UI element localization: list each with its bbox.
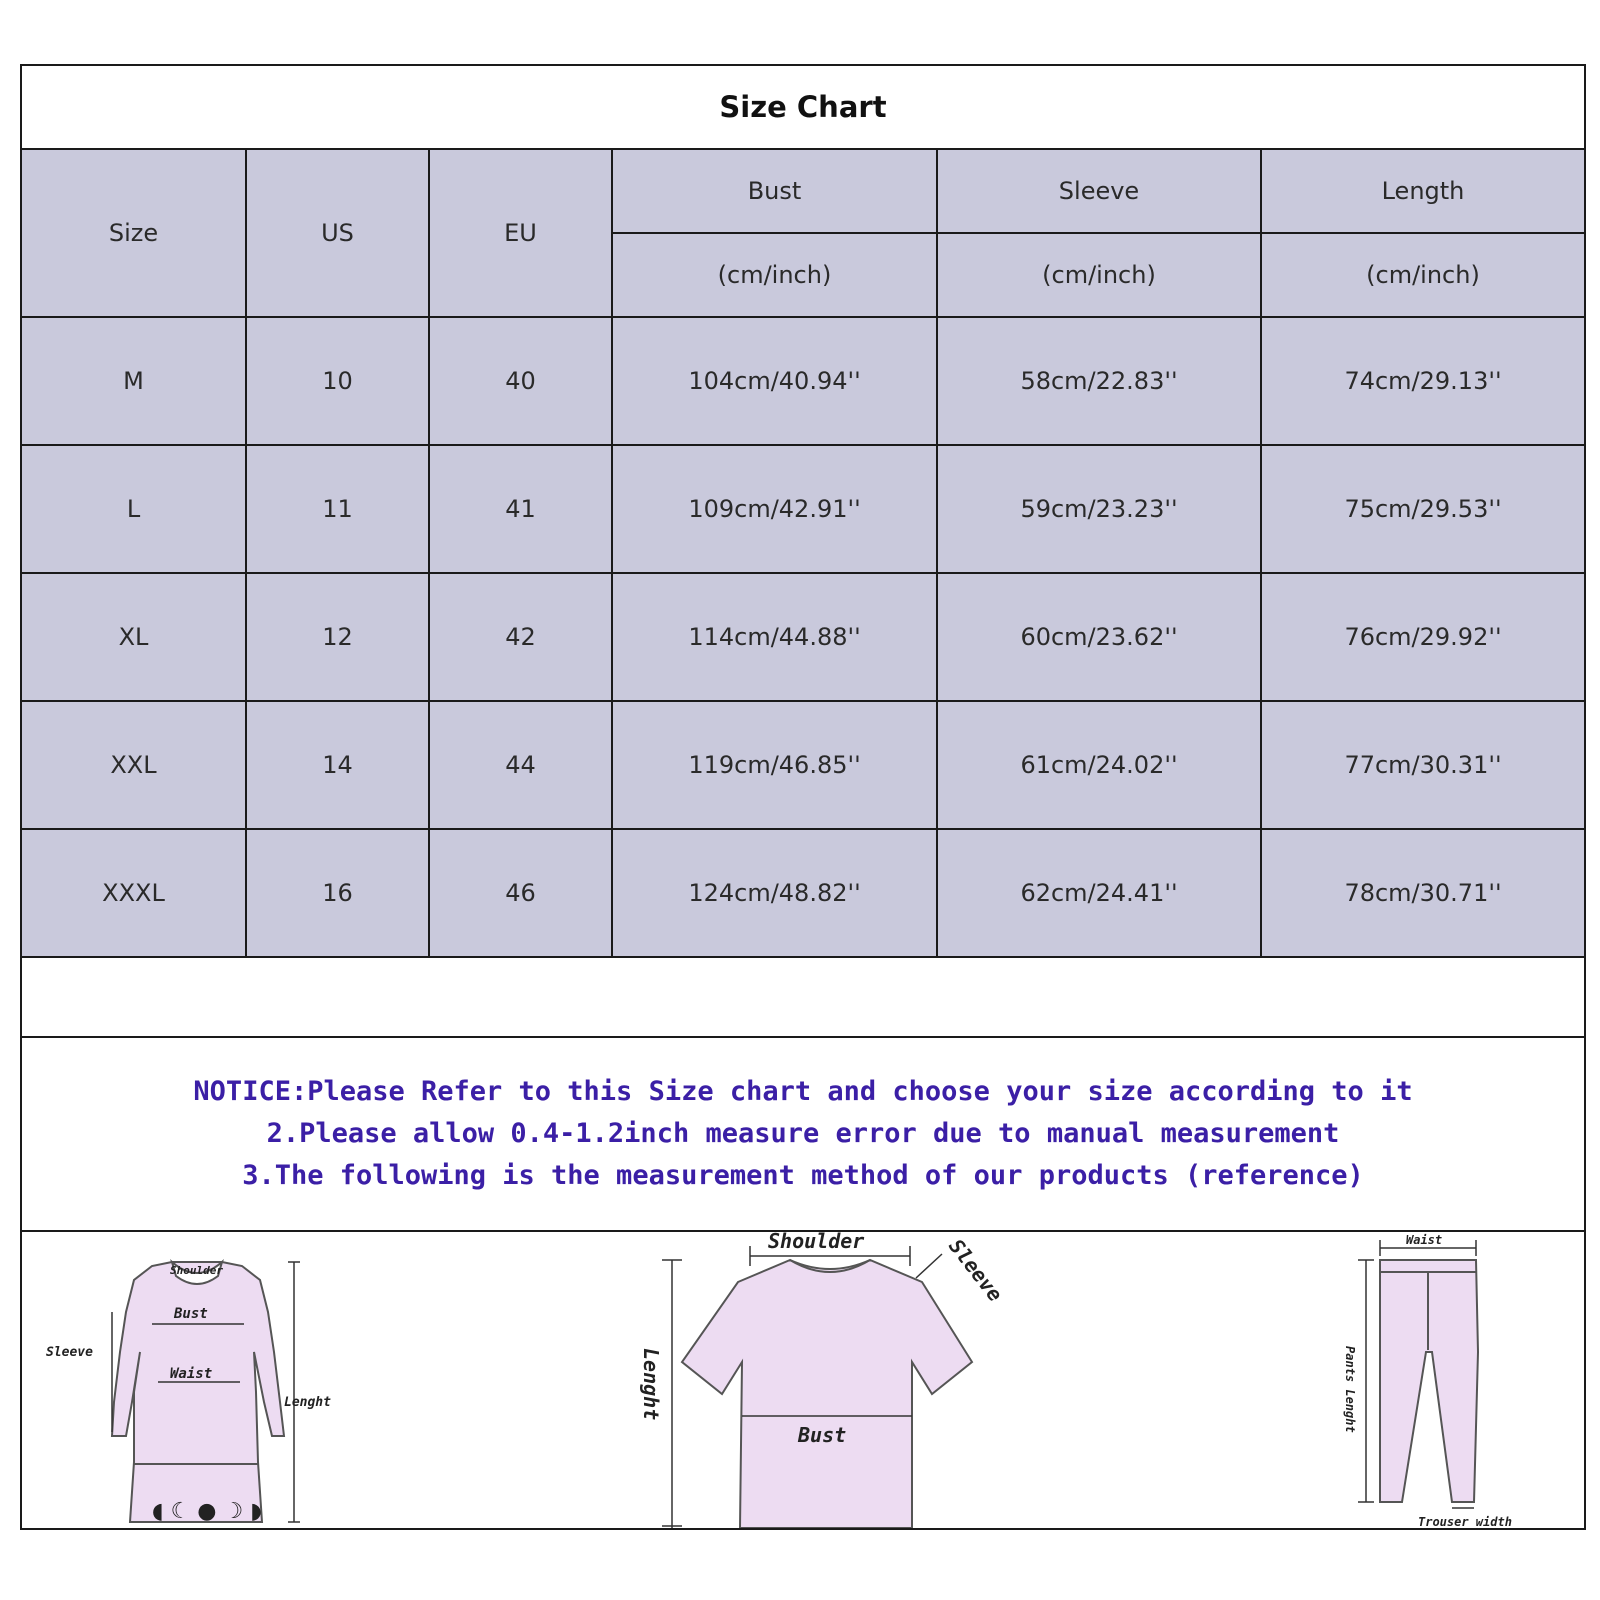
dress-shoulder-label: Shoulder [170,1264,223,1277]
size-table [22,150,1584,958]
pants-length-label: Pants Lenght [1343,1346,1357,1433]
tshirt-outline-icon [682,1260,972,1528]
cell-length: 74cm/29.13'' [1261,317,1584,445]
cell-eu: 44 [429,701,612,829]
cell-sleeve: 60cm/23.62'' [937,573,1261,701]
table-row [22,573,1584,701]
tshirt-length-label: Lenght [639,1348,663,1421]
dress-diagram [22,1232,382,1528]
header-sleeve: Sleeve [937,150,1261,233]
tshirt-shoulder-label: Shoulder [768,1232,865,1253]
header-us: US [246,150,429,317]
cell-length: 78cm/30.71'' [1261,829,1584,957]
cell-sleeve: 61cm/24.02'' [937,701,1261,829]
notice-box [22,1036,1584,1232]
table-row [22,445,1584,573]
cell-us: 11 [246,445,429,573]
cell-size: XXXL [22,829,246,957]
unit-sleeve: (cm/inch) [937,233,1261,317]
cell-size: M [22,317,246,445]
tshirt-diagram [622,1232,1042,1528]
notice-line-2: 2.Please allow 0.4-1.2inch measure error due to manual measurement [266,1118,1340,1149]
header-length: Length [1261,150,1584,233]
notice-line-3: 3.The following is the measurement method of our products (reference) [242,1160,1364,1191]
table-row [22,829,1584,957]
moon-pattern-icon: ◖ ☾ ● ☽ ◗ [152,1499,262,1524]
cell-bust: 104cm/40.94'' [612,317,937,445]
header-bust: Bust [612,150,937,233]
header-size: Size [22,150,246,317]
table-row [22,701,1584,829]
cell-eu: 41 [429,445,612,573]
cell-eu: 46 [429,829,612,957]
chart-title: Size Chart [22,66,1584,150]
cell-size: L [22,445,246,573]
cell-size: XL [22,573,246,701]
tshirt-bust-label: Bust [798,1423,847,1447]
dress-length-label: Lenght [284,1395,331,1410]
cell-size: XXL [22,701,246,829]
table-row [22,317,1584,445]
cell-us: 16 [246,829,429,957]
cell-sleeve: 59cm/23.23'' [937,445,1261,573]
cell-bust: 119cm/46.85'' [612,701,937,829]
cell-sleeve: 62cm/24.41'' [937,829,1261,957]
pants-waist-label: Waist [1406,1233,1443,1247]
cell-us: 14 [246,701,429,829]
unit-length: (cm/inch) [1261,233,1584,317]
pants-width-label: Trouser width [1418,1515,1512,1528]
notice-line-1: NOTICE:Please Refer to this Size chart and choose your size according to it [193,1076,1413,1107]
tshirt-sleeve-label: Sleeve [944,1234,1008,1307]
dress-bust-label: Bust [174,1306,208,1322]
cell-eu: 42 [429,573,612,701]
cell-us: 12 [246,573,429,701]
header-eu: EU [429,150,612,317]
cell-length: 75cm/29.53'' [1261,445,1584,573]
cell-bust: 114cm/44.88'' [612,573,937,701]
cell-eu: 40 [429,317,612,445]
header-row [22,150,1584,233]
size-chart-frame [20,64,1586,1530]
cell-length: 76cm/29.92'' [1261,573,1584,701]
dress-waist-label: Waist [170,1366,213,1382]
cell-length: 77cm/30.31'' [1261,701,1584,829]
pants-diagram [1322,1232,1584,1528]
dress-sleeve-label: Sleeve [46,1345,93,1360]
cell-bust: 109cm/42.91'' [612,445,937,573]
cell-us: 10 [246,317,429,445]
cell-sleeve: 58cm/22.83'' [937,317,1261,445]
measurement-figures [22,1232,1584,1528]
unit-bust: (cm/inch) [612,233,937,317]
cell-bust: 124cm/48.82'' [612,829,937,957]
dress-outline-icon [112,1262,284,1522]
